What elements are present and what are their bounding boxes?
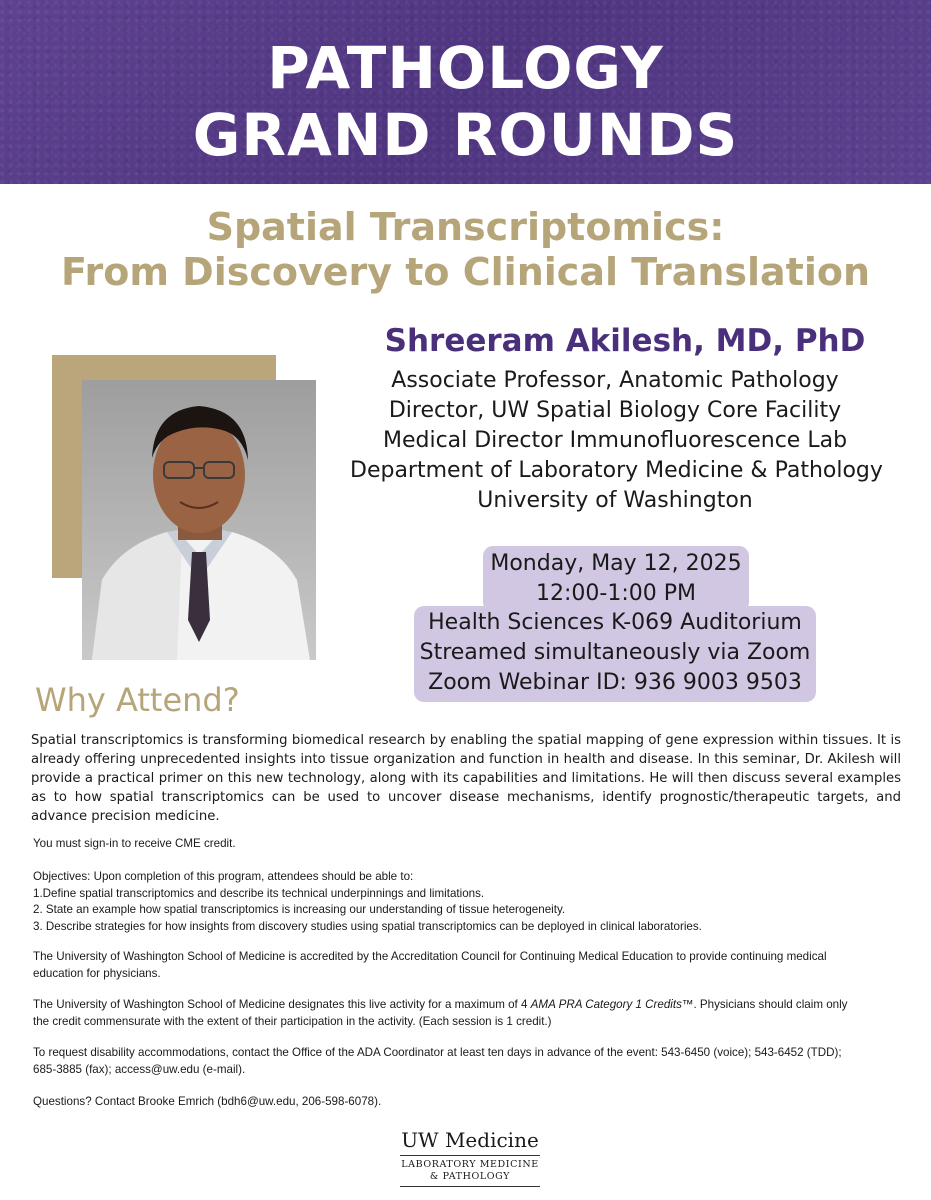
logo-divider bbox=[400, 1155, 540, 1156]
cme-signin-text: You must sign-in to receive CME credit. bbox=[33, 837, 236, 850]
logo-sub-text-2: & PATHOLOGY bbox=[429, 1171, 511, 1182]
designation-pre: The University of Washington School of Medicine designates this live activity for a maximum of 4 bbox=[33, 998, 531, 1011]
event-stream: Streamed simultaneously via Zoom bbox=[419, 640, 811, 665]
questions-text: Questions? Contact Brooke Emrich (bdh6@uw.edu, 206-598-6078). bbox=[33, 1095, 382, 1108]
uw-medicine-logo bbox=[395, 1128, 545, 1187]
event-webinar-id: Zoom Webinar ID: 936 9003 9503 bbox=[428, 670, 802, 695]
affiliation-line: Director, UW Spatial Biology Core Facility bbox=[388, 398, 842, 423]
talk-title-line1: Spatial Transcriptomics: bbox=[206, 205, 725, 249]
logo-divider-bottom bbox=[400, 1186, 540, 1187]
designation-line bbox=[33, 997, 913, 1014]
why-attend-text: Spatial transcriptomics is transforming biomedical research by enabling the spatial mapping of gene expression within tissues. It is already offering unprecedented insights into tissue organization and function in health and disease. In this seminar, Dr. Akilesh will provide a practical primer on this new technology, along with its capabilities and limitations. He will then discuss several examples as to how spatial transcriptomics can be used to uncover disease mechanisms, identify prognostic/therapeutic targets, and advance precision medicine. bbox=[31, 733, 901, 824]
header-banner bbox=[0, 0, 931, 184]
accreditation-line: The University of Washington School of Medicine is accredited by the Accreditation Council for Continuing Medical Education to provide continuing medical bbox=[33, 950, 827, 963]
designation-credit-name: AMA PRA Category 1 Credits bbox=[530, 998, 682, 1011]
objectives-intro: Objectives: Upon completion of this program, attendees should be able to: bbox=[33, 870, 414, 883]
event-datetime-box bbox=[483, 546, 749, 612]
event-location: Health Sciences K-069 Auditorium bbox=[428, 610, 802, 635]
accreditation-line: education for physicians. bbox=[33, 966, 161, 980]
speaker-name: Shreeram Akilesh, MD, PhD bbox=[384, 323, 866, 359]
disability-line: To request disability accommodations, contact the Office of the ADA Coordinator at least ten days in advance of the event: 543-6450 (voice); 543-6452 (TDD); bbox=[33, 1046, 842, 1059]
affiliation-line: Medical Director Immunofluorescence Lab bbox=[382, 428, 848, 453]
talk-title-line2: From Discovery to Clinical Translation bbox=[60, 250, 871, 294]
disability-line: 685-3885 (fax); access@uw.edu (e-mail). bbox=[33, 1062, 246, 1076]
logo-main-text: UW Medicine bbox=[401, 1128, 539, 1152]
designation-post: ™. Physicians should claim only bbox=[681, 998, 848, 1011]
objective-item: 3. Describe strategies for how insights from discovery studies using spatial transcriptomics can be deployed in clinical laboratories. bbox=[33, 919, 702, 933]
affiliation-line: Department of Laboratory Medicine & Pathology bbox=[350, 458, 883, 483]
disability-accommodations bbox=[33, 1045, 913, 1078]
why-attend-heading: Why Attend? bbox=[35, 681, 240, 719]
objective-item: 2. State an example how spatial transcriptomics is increasing our understanding of tissue heterogeneity. bbox=[33, 903, 566, 917]
accreditation-statement bbox=[33, 949, 913, 982]
banner-title-line2: GRAND ROUNDS bbox=[192, 101, 739, 169]
banner-title-line1: PATHOLOGY bbox=[267, 34, 664, 102]
speaker-portrait-icon bbox=[82, 380, 316, 660]
objective-item: 1.Define spatial transcriptomics and describe its technical underpinnings and limitations. bbox=[33, 886, 485, 900]
questions-contact bbox=[33, 1094, 913, 1111]
speaker-affiliations bbox=[350, 366, 883, 516]
logo-sub-text-1: LABORATORY MEDICINE bbox=[401, 1159, 539, 1170]
designation-line: the credit commensurate with the extent of their participation in the activity. (Each session is 1 credit.) bbox=[33, 1014, 552, 1028]
affiliation-line: Associate Professor, Anatomic Pathology bbox=[391, 368, 839, 393]
speaker-photo bbox=[82, 380, 316, 660]
event-time: 12:00-1:00 PM bbox=[536, 581, 696, 606]
affiliation-line: University of Washington bbox=[477, 488, 753, 513]
event-location-box bbox=[414, 606, 816, 702]
objectives-block bbox=[33, 869, 913, 935]
credit-designation bbox=[33, 997, 913, 1030]
event-date: Monday, May 12, 2025 bbox=[490, 551, 742, 576]
cme-signin bbox=[33, 836, 913, 853]
